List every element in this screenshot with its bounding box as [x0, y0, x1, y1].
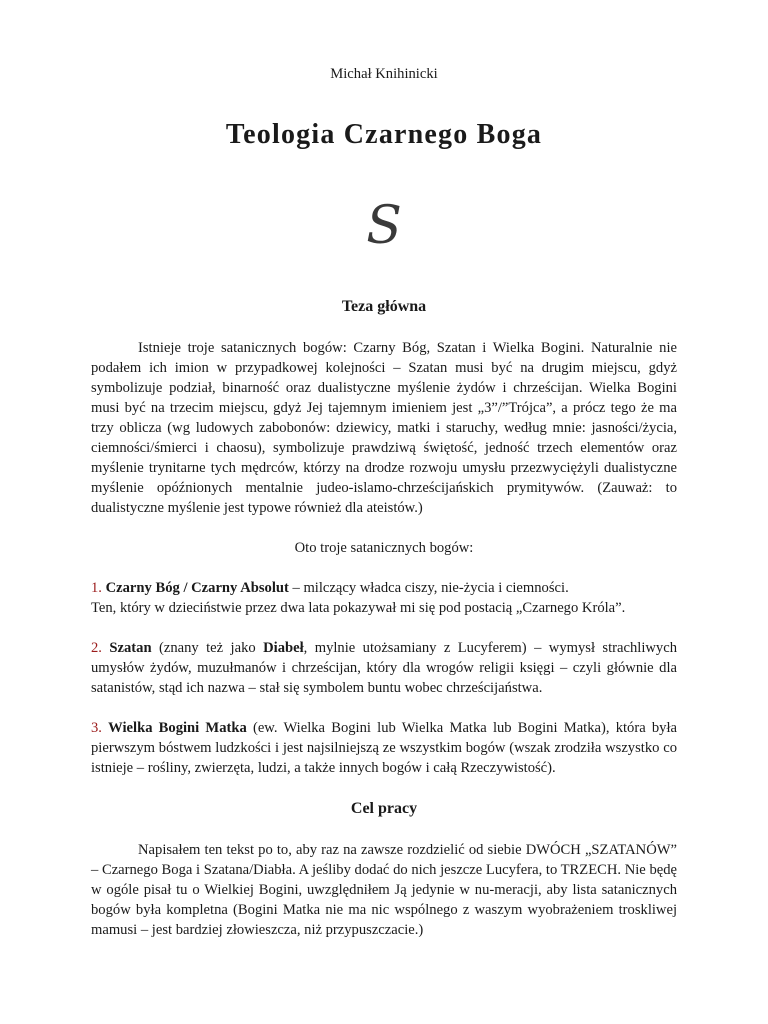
list-number: 1. — [91, 580, 102, 596]
god-description: – milczący władca ciszy, nie-życia i ciemności. — [288, 580, 569, 596]
document-title: Teologia Czarnego Boga — [225, 119, 543, 150]
god-extra-note: Ten, który w dzieciństwie przez dwa lata pokazywał mi się pod postacią „Czarnego Króla”. — [91, 600, 626, 616]
list-number: 2. — [91, 640, 102, 656]
list-item-god-3 — [91, 718, 677, 778]
author-name: Michał Knihinicki — [330, 66, 438, 82]
god-name: Szatan — [109, 640, 152, 656]
section-heading-goal: Cel pracy — [350, 800, 418, 817]
list-item-god-1 — [91, 578, 677, 618]
goal-paragraph: Napisałem ten tekst po to, aby raz na zawsze rozdzielić od siebie DWÓCH „SZATANÓW” – Czarnego Boga i Szatana/Diabła. A jeśliby dodać do nich jeszcze Lucyfera, to TRZECH. Nie będę w ogóle pisał tu o Wielkiej Bogini, uwzględniłem Ją jedynie w nu-meracji, aby lista satanicznych bogów była kompletna (Bogini Matka nie ma nic wspólnego z waszym wyobrażeniem troskliwej mamusi – jest bardziej złowieszcza, niż przypuszczacie.) — [91, 842, 677, 938]
god-alias-prefix: (znany też jako — [151, 640, 264, 656]
god-alias: Diabeł — [263, 640, 304, 656]
god-description: , mylnie utożsamiany z Lucyferem) – wymysł strachliwych umysłów żydów, muzułmanów i chrześcijan, który dla wrogów religii księgi – czyli głównie dla satanistów, stąd ich nazwa – stał się symbolem buntu wobec chrześcijaństwa. — [91, 640, 677, 696]
document-body — [91, 296, 677, 940]
gods-list-intro: Oto troje satanicznych bogów: — [294, 540, 474, 556]
satanic-s-emblem-icon: S — [366, 196, 402, 256]
list-number: 3. — [91, 720, 102, 736]
section-heading-thesis: Teza główna — [341, 298, 427, 315]
god-name: Wielka Bogini Matka — [108, 720, 247, 736]
thesis-paragraph: Istnieje troje satanicznych bogów: Czarny Bóg, Szatan i Wielka Bogini. Naturalnie nie podałem ich imion w przypadkowej kolejności – Szatan musi być na drugim miejscu, gdyż symbolizuje podział, binarność oraz dualistyczne myślenie żydów i chrześcijan. Wielka Bogini musi być na trzecim miejscu, gdyż Jej tajemnym imieniem jest „3”/”Trójca”, a prócz tego że ma trzy oblicza (wg ludowych zabobonów: dziewicy, matki i staruchy, według mnie: jasności/życia, ciemności/śmierci i chaosu), symbolizuje prawdziwą świętość, jedność trzech elementów oraz myślenie trynitarne tych mędrców, którzy na drodze rozwoju umysłu przezwyciężyli dualistyczne myślenie opóźnionych mentalnie judeo-islamo-chrześcijańskich prymitywów. (Zauważ: to dualistyczne myślenie jest typowe również dla ateistów.) — [91, 340, 677, 516]
god-description: (ew. Wielka Bogini lub Wielka Matka lub Bogini Matka), która była pierwszym bóstwem ludzkości i jest najsilniejszą ze wszystkim bogów (wszak zrodziła wszystko co istnieje – rośliny, zwierzęta, ludzi, a także innych bogów i całą Rzeczywistość). — [91, 720, 678, 776]
list-item-god-2 — [91, 638, 677, 698]
god-name: Czarny Bóg / Czarny Absolut — [105, 580, 289, 596]
